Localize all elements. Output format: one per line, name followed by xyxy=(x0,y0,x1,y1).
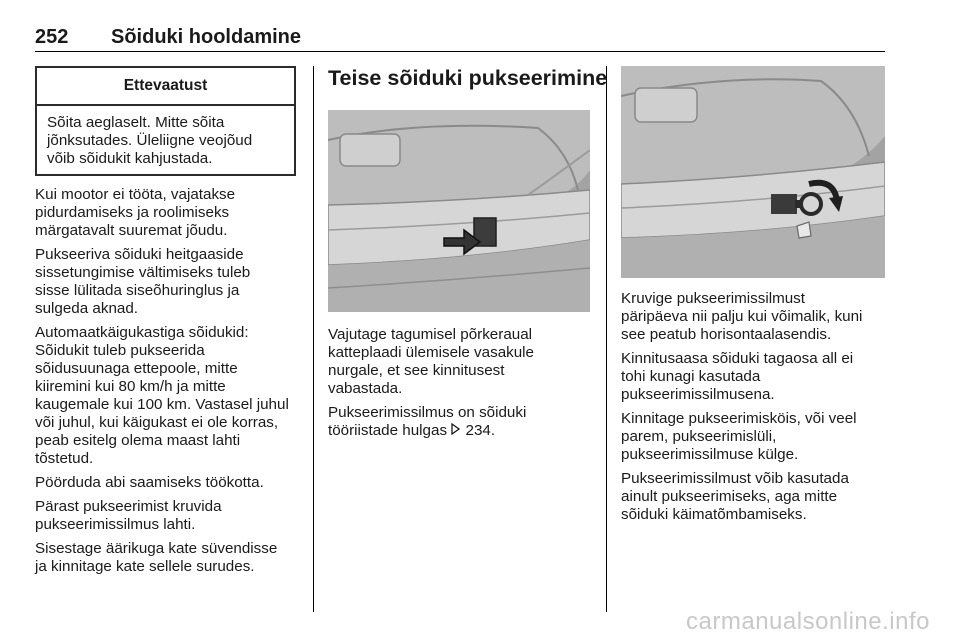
page-header xyxy=(35,26,885,52)
column-divider-left xyxy=(313,66,314,612)
paragraph: Kinnitage pukseerimisköis, või veel parem, pukseerimislüli, pukseerimissilmuse külge. xyxy=(621,410,857,463)
paragraph: Kruvige pukseerimissilmust päripäeva nii palju kui võimalik, kuni see peatub horisontaalasendis. xyxy=(621,290,863,343)
paragraph xyxy=(328,404,590,440)
column-divider-right xyxy=(606,66,607,612)
paragraph: Sisestage äärikuga kate süvendisse ja kinnitage kate sellele surudes. xyxy=(35,540,278,575)
paragraph: Pukseerimissilmust võib kasutada ainult pukseerimiseks, aga mitte sõiduki käimatõmbamiseks. xyxy=(621,470,849,523)
bumper-cover-illustration xyxy=(328,110,590,312)
caution-box xyxy=(35,66,296,176)
caution-title: Ettevaatust xyxy=(37,68,294,106)
paragraph: Pukseeriva sõiduki heitgaaside sissetungimise vältimiseks tuleb sisse lülitada siseõhuringlus ja sulgeda aknad. xyxy=(35,246,251,317)
section-title: Teise sõiduki pukseerimine xyxy=(328,66,608,90)
right-column-body xyxy=(621,290,885,530)
page-reference: 234. xyxy=(465,422,496,439)
paragraph: Pärast pukseerimist kruvida pukseerimissilmus lahti. xyxy=(35,498,222,533)
paragraph: Kinnitusaasa sõiduki tagaosa all ei tohi kunagi kasutada pukseerimissilmusena. xyxy=(621,350,854,403)
paragraph: Kui mootor ei tööta, vajatakse pidurdamiseks ja roolimiseks märgatavalt suuremat jõudu. xyxy=(35,186,236,239)
watermark: carmanualsonline.info xyxy=(686,608,930,635)
page-number: 252 xyxy=(35,26,69,48)
header-rule xyxy=(35,51,885,52)
paragraph-text: Pukseerimissilmus on sõiduki tööriistade hulgas xyxy=(328,404,527,439)
towing-eye-illustration xyxy=(621,66,885,278)
running-title: Sõiduki hooldamine xyxy=(111,26,302,48)
paragraph: Vajutage tagumisel põrkeraual katteplaadi ülemisele vasakule nurgale, et see kinnitusest vabastada. xyxy=(328,326,534,397)
middle-column-body xyxy=(328,326,590,446)
arrow-reference-icon xyxy=(451,422,461,440)
left-column-body xyxy=(35,186,297,582)
paragraph: Automaatkäigukastiga sõidukid: Sõidukit tuleb pukseerida sõidusuunaga ettepoole, mitte kiiremini kui 80 km/h ja mitte kaugemale kui 100 km. Vastasel juhul või juhul, kui käigukast ei ole korras, peab esitelg olema maast lahti tõstetud. xyxy=(35,324,289,467)
caution-text: Sõita aeglaselt. Mitte sõita jõnksutades. Üleliigne veojõud võib sõidukit kahjustada. xyxy=(47,114,253,167)
paragraph: Pöörduda abi saamiseks töökotta. xyxy=(35,474,264,491)
